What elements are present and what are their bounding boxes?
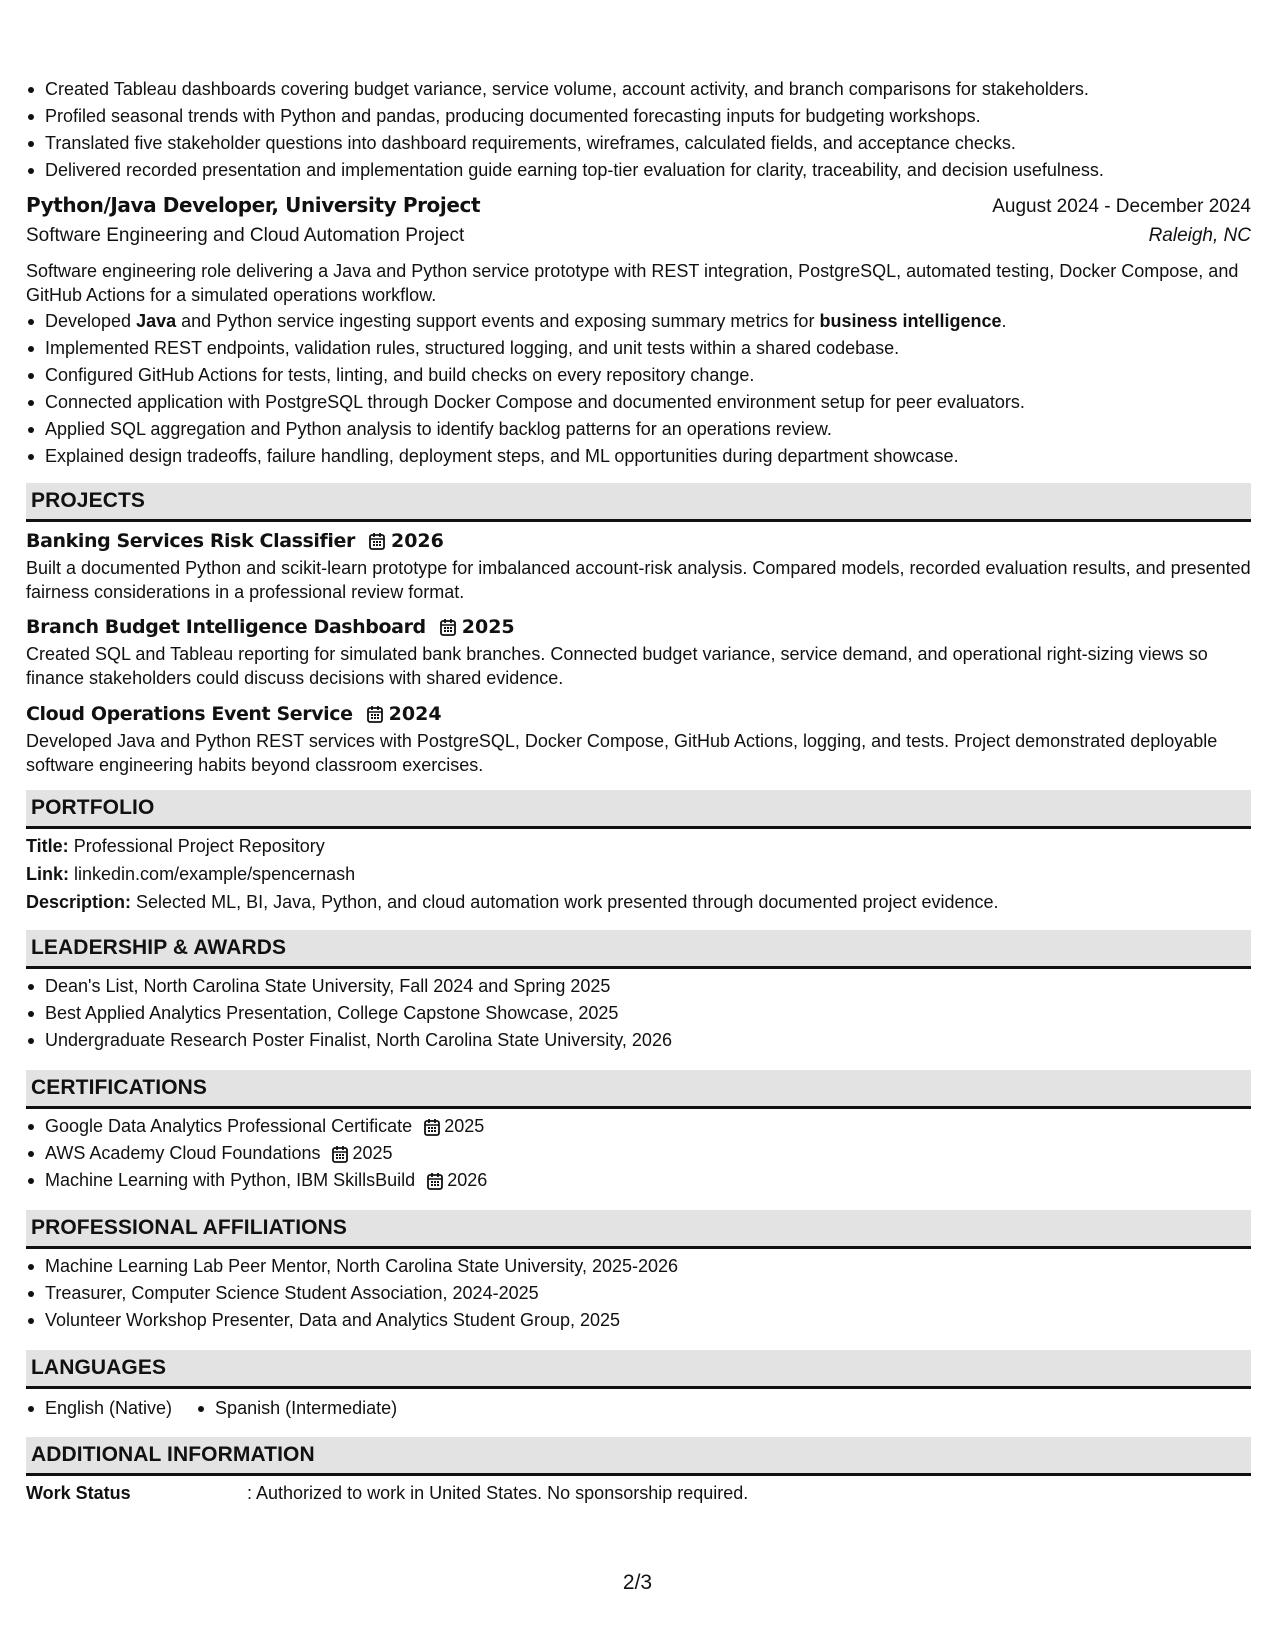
- project-header: [26, 612, 1251, 642]
- resume-page: [26, 76, 1251, 1506]
- page-number: 2/3: [622, 1571, 653, 1594]
- leadership-list: [26, 973, 1251, 1054]
- list-item: Treasurer, Computer Science Student Association, 2024-2025: [26, 1280, 1251, 1307]
- portfolio-title-row: [26, 832, 1251, 860]
- project-title: Cloud Operations Event Service: [26, 703, 353, 725]
- certification-name: Google Data Analytics Professional Certificate: [45, 1116, 413, 1136]
- list-item: Translated five stakeholder questions into dashboard requirements, wireframes, calculated fields, and acceptance checks.: [26, 130, 1251, 157]
- certification-name: AWS Academy Cloud Foundations: [45, 1143, 321, 1163]
- list-item: Undergraduate Research Poster Finalist, North Carolina State University, 2026: [26, 1027, 1251, 1054]
- calendar-icon: [367, 705, 383, 723]
- work-status-value: : Authorized to work in United States. No sponsorship required.: [247, 1483, 749, 1503]
- list-item: English (Native): [26, 1395, 172, 1422]
- list-item: Volunteer Workshop Presenter, Data and Analytics Student Group, 2025: [26, 1307, 1251, 1334]
- list-item: [26, 1167, 1251, 1194]
- section-heading-affiliations: PROFESSIONAL AFFILIATIONS: [26, 1210, 1251, 1249]
- calendar-icon: [332, 1145, 348, 1163]
- job-bullets: [26, 308, 1251, 470]
- portfolio-description-row: [26, 888, 1251, 916]
- certification-name: Machine Learning with Python, IBM SkillsBuild: [45, 1170, 416, 1190]
- bullet-strong-text: Java: [136, 311, 177, 331]
- project-title: Banking Services Risk Classifier: [26, 530, 355, 552]
- work-status-row: [26, 1480, 1251, 1506]
- section-heading-certifications: CERTIFICATIONS: [26, 1070, 1251, 1109]
- list-item: Connected application with PostgreSQL through Docker Compose and documented environment setup for peer evaluators.: [26, 389, 1251, 416]
- job-subheader: [26, 225, 1251, 257]
- bullet-text: Developed: [45, 311, 137, 331]
- project-year: 2024: [388, 703, 442, 725]
- calendar-icon: [427, 1172, 443, 1190]
- project-header: [26, 699, 1251, 729]
- project-title: Branch Budget Intelligence Dashboard: [26, 616, 426, 638]
- job-location: Raleigh, NC: [1148, 225, 1251, 246]
- languages-list: [26, 1395, 1251, 1422]
- work-status-label: Work Status: [26, 1483, 131, 1503]
- calendar-icon: [424, 1118, 440, 1136]
- portfolio-link[interactable]: linkedin.com/example/spencernash: [74, 864, 356, 884]
- job-summary: Software engineering role delivering a Java and Python service prototype with REST integration, PostgreSQL, automated testing, Docker Compose, and GitHub Actions for a simulated operations workflow.: [26, 261, 1239, 305]
- list-item: Delivered recorded presentation and implementation guide earning top-tier evaluation for clarity, traceability, and decision usefulness.: [26, 157, 1251, 184]
- list-item: Configured GitHub Actions for tests, linting, and build checks on every repository change.: [26, 362, 1251, 389]
- portfolio-description-label: Description:: [26, 892, 132, 912]
- project-year: 2025: [461, 616, 515, 638]
- list-item: [26, 1140, 1251, 1167]
- section-heading-portfolio: PORTFOLIO: [26, 790, 1251, 829]
- portfolio-link-row: [26, 860, 1251, 888]
- portfolio-title-value: Professional Project Repository: [73, 836, 325, 856]
- certification-year: 2025: [352, 1143, 393, 1163]
- certification-year: 2025: [444, 1116, 485, 1136]
- section-heading-projects: PROJECTS: [26, 483, 1251, 522]
- list-item: Created Tableau dashboards covering budget variance, service volume, account activity, and branch comparisons for stakeholders.: [26, 76, 1251, 103]
- section-heading-languages: LANGUAGES: [26, 1350, 1251, 1389]
- calendar-icon: [440, 618, 456, 636]
- list-item: [26, 1113, 1251, 1140]
- certification-year: 2026: [447, 1170, 488, 1190]
- project-item: [26, 612, 1251, 690]
- list-item: Profiled seasonal trends with Python and pandas, producing documented forecasting inputs for budgeting workshops.: [26, 103, 1251, 130]
- list-item: [26, 308, 1251, 335]
- portfolio-title-label: Title:: [26, 836, 69, 856]
- job-organization: Software Engineering and Cloud Automation Project: [26, 225, 465, 246]
- bullet-strong-text: business intelligence: [819, 311, 1002, 331]
- certifications-list: [26, 1113, 1251, 1194]
- project-description: Developed Java and Python REST services with PostgreSQL, Docker Compose, GitHub Actions, logging, and tests. Project demonstrated deployable software engineering habits beyond classroom exercises.: [26, 731, 1218, 775]
- project-year: 2026: [390, 530, 444, 552]
- list-item: Explained design tradeoffs, failure handling, deployment steps, and ML opportunities during department showcase.: [26, 443, 1251, 470]
- section-heading-leadership: LEADERSHIP & AWARDS: [26, 930, 1251, 969]
- list-item: Dean's List, North Carolina State University, Fall 2024 and Spring 2025: [26, 973, 1251, 1000]
- previous-role-bullets: [26, 76, 1251, 184]
- list-item: Implemented REST endpoints, validation rules, structured logging, and unit tests within a shared codebase.: [26, 335, 1251, 362]
- portfolio-section: [26, 832, 1251, 916]
- job-header: [26, 193, 1251, 225]
- section-heading-additional: ADDITIONAL INFORMATION: [26, 1437, 1251, 1476]
- bullet-text: .: [1001, 311, 1007, 331]
- calendar-icon: [369, 532, 385, 550]
- list-item: Best Applied Analytics Presentation, College Capstone Showcase, 2025: [26, 1000, 1251, 1027]
- project-item: [26, 699, 1251, 777]
- affiliations-list: [26, 1253, 1251, 1334]
- list-item: Spanish (Intermediate): [196, 1395, 397, 1422]
- job-title: Python/Java Developer, University Project: [26, 193, 481, 217]
- list-item: Applied SQL aggregation and Python analysis to identify backlog patterns for an operations review.: [26, 416, 1251, 443]
- job-dates: August 2024 - December 2024: [992, 196, 1251, 217]
- bullet-text: and Python service ingesting support events and exposing summary metrics for: [176, 311, 820, 331]
- project-header: [26, 526, 1251, 556]
- list-item: Machine Learning Lab Peer Mentor, North Carolina State University, 2025-2026: [26, 1253, 1251, 1280]
- portfolio-link-label: Link:: [26, 864, 69, 884]
- project-description: Created SQL and Tableau reporting for simulated bank branches. Connected budget variance, service demand, and operational right-sizing views so finance stakeholders could discuss decisions with shared evidence.: [26, 644, 1208, 688]
- project-item: [26, 526, 1251, 604]
- portfolio-description-value: Selected ML, BI, Java, Python, and cloud automation work presented through documented project evidence.: [136, 892, 999, 912]
- project-description: Built a documented Python and scikit-learn prototype for imbalanced account-risk analysis. Compared models, recorded evaluation results, and presented fairness considerations in a professional review format.: [26, 558, 1251, 602]
